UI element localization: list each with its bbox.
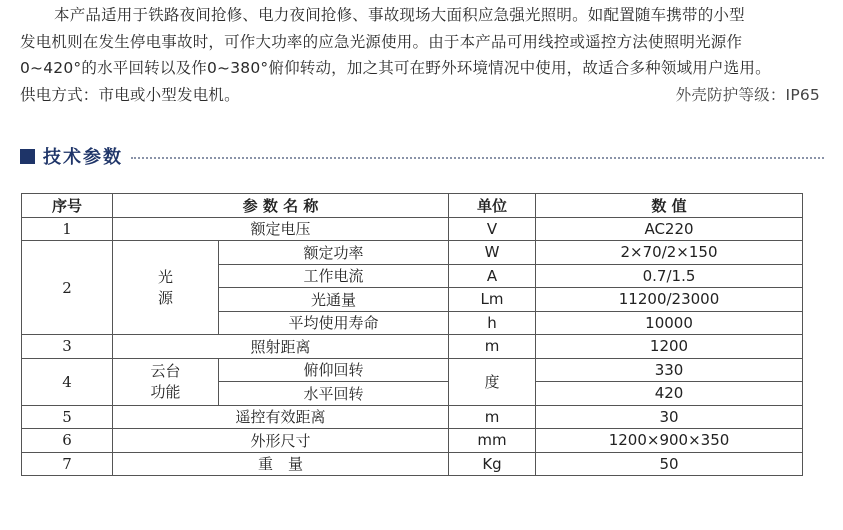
table-row [22, 405, 803, 429]
cell-no: 5 [22, 405, 113, 429]
cell-unit: Lm [449, 288, 536, 312]
table-header-row [22, 194, 803, 218]
section-square-icon [20, 149, 35, 164]
table-row [22, 452, 803, 476]
cell-name: 工作电流 [219, 264, 449, 288]
cell-name: 额定功率 [219, 241, 449, 265]
group-label-line: 源 [157, 288, 173, 307]
cell-name: 光通量 [219, 288, 449, 312]
cell-unit: mm [449, 429, 536, 453]
cell-name: 水平回转 [219, 382, 449, 406]
intro-text [20, 2, 828, 108]
group-label-line: 光 [157, 267, 173, 286]
cell-unit: A [449, 264, 536, 288]
cell-value: 0.7/1.5 [536, 264, 803, 288]
cell-unit: 度 [449, 358, 536, 405]
section-title: 技术参数 [43, 147, 123, 168]
header-name: 参 数 名 称 [113, 194, 449, 218]
section-header [20, 144, 824, 168]
intro-line-2: 发电机则在发生停电事故时，可作大功率的应急光源使用。由于本产品可用线控或遥控方法使照明光源作 [20, 32, 743, 51]
group-label-line: 功能 [150, 382, 181, 401]
cell-group-pan-tilt [113, 358, 219, 405]
cell-no: 4 [22, 358, 113, 405]
cell-value: 50 [536, 452, 803, 476]
cell-unit: W [449, 241, 536, 265]
cell-no: 1 [22, 217, 113, 241]
table-row [22, 241, 803, 265]
cell-name: 外形尺寸 [113, 429, 449, 453]
cell-value: 1200×900×350 [536, 429, 803, 453]
table-row [22, 335, 803, 359]
cell-name: 遥控有效距离 [113, 405, 449, 429]
group-label-line: 云台 [150, 361, 181, 380]
intro-line-1: 本产品适用于铁路夜间抢修、电力夜间抢修、事故现场大面积应急强光照明。如配置随车携带的小型 [54, 6, 745, 24]
header-no: 序号 [22, 194, 113, 218]
section-dotted-divider [131, 157, 824, 159]
table-row [22, 429, 803, 453]
cell-value: 10000 [536, 311, 803, 335]
cell-value: 420 [536, 382, 803, 406]
cell-name: 俯仰回转 [219, 358, 449, 382]
cell-value: 2×70/2×150 [536, 241, 803, 265]
cell-unit: m [449, 405, 536, 429]
intro-line-3: 0~420°的水平回转以及作0~380°俯仰转动，加之其可在野外环境情况中使用，故适合多种领域用户选用。 [20, 59, 771, 77]
cell-unit: Kg [449, 452, 536, 476]
cell-no: 3 [22, 335, 113, 359]
cell-name: 重 量 [113, 452, 449, 476]
cell-value: 330 [536, 358, 803, 382]
cell-value: 30 [536, 405, 803, 429]
cell-value: AC220 [536, 217, 803, 241]
table-row [22, 217, 803, 241]
cell-no: 2 [22, 241, 113, 335]
cell-unit: m [449, 335, 536, 359]
cell-no: 7 [22, 452, 113, 476]
cell-value: 1200 [536, 335, 803, 359]
cell-name: 照射距离 [113, 335, 449, 359]
cell-unit: h [449, 311, 536, 335]
cell-name: 平均使用寿命 [219, 311, 449, 335]
parameters-table [21, 193, 803, 476]
header-value: 数 值 [536, 194, 803, 218]
cell-group-light-source [113, 241, 219, 335]
header-unit: 单位 [449, 194, 536, 218]
cell-name: 额定电压 [113, 217, 449, 241]
power-supply-text: 供电方式：市电或小型发电机。 [20, 85, 240, 104]
cell-unit: V [449, 217, 536, 241]
cell-value: 11200/23000 [536, 288, 803, 312]
supply-row [20, 82, 828, 109]
protection-level-text: 外壳防护等级：IP65 [675, 85, 820, 104]
table-row [22, 358, 803, 382]
cell-no: 6 [22, 429, 113, 453]
